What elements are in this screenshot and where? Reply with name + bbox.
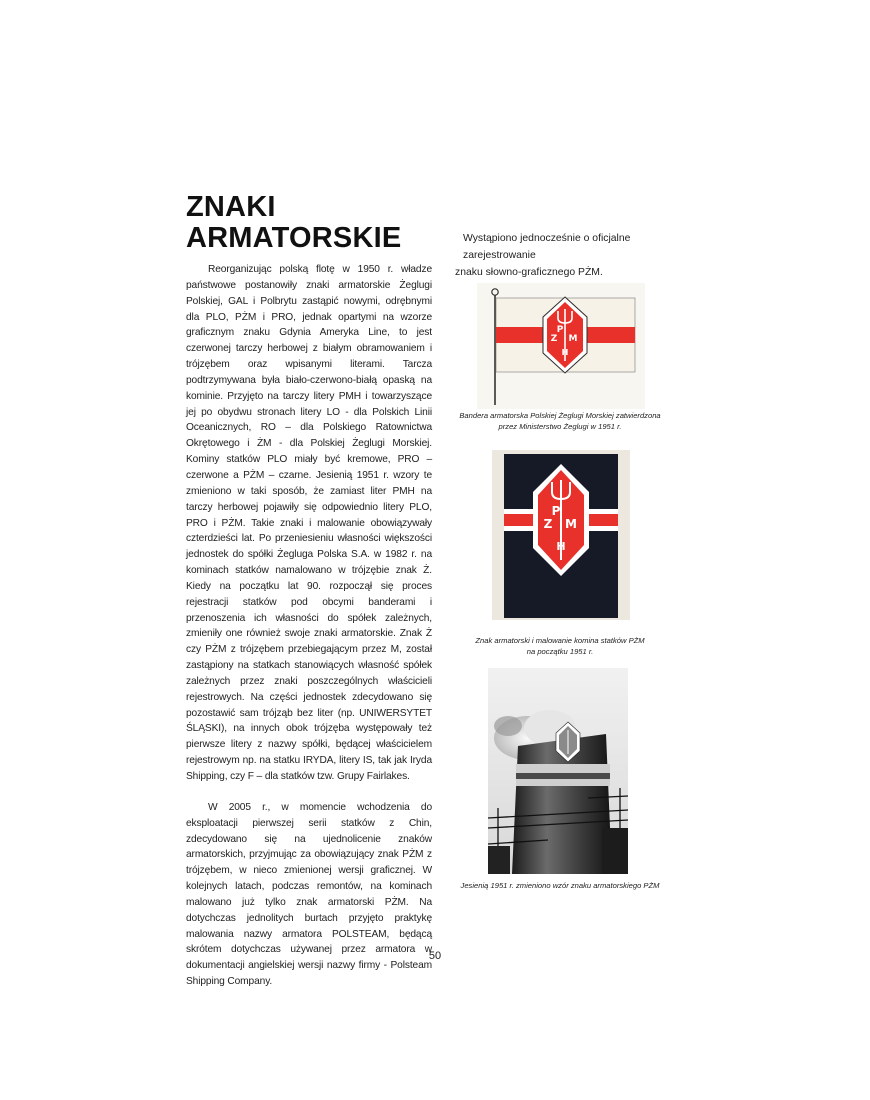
funnel-photo (488, 668, 628, 874)
funnel-emblem-letter-h: H (556, 540, 566, 553)
emblem-letter-z: Z (550, 334, 558, 344)
funnel-figure (492, 450, 630, 625)
body-text-column (186, 262, 432, 990)
page-number: 50 (428, 950, 442, 962)
page-title (186, 192, 401, 254)
emblem-letter-p: P (556, 325, 564, 335)
funnel-emblem-letter-z: Z (543, 517, 553, 531)
intro-line-2: znaku słowno-graficznego PŻM. (455, 267, 603, 278)
title-line-1: ZNAKI (186, 191, 276, 223)
flag-caption (440, 410, 680, 432)
flag-caption-line-2: przez Ministerstwo Żeglugi w 1951 r. (498, 422, 622, 431)
funnel-caption-line-2: na początku 1951 r. (526, 647, 594, 656)
intro-text (455, 230, 700, 281)
emblem-letter-h: H (561, 348, 569, 357)
flag-illustration (477, 283, 645, 409)
title-line-2: ARMATORSKIE (186, 222, 402, 254)
paragraph-2: W 2005 r., w momencie wchodzenia do eksploatacji pierwszej serii statków z Chin, zdecydowano się na ujednolicenie znaków armatorskich, przyjmując za obowiązujący znak PŻM z trójzębem, w nieco zmienionej wersji graficznej. W kolejnych latach, podczas remontów, na kominach malowano już tylko znak armatorski PŻM. Na dotychczas jednolitych burtach przyjęto praktykę malowania nazwy armatora POLSTEAM, będącą skrótem dotychczas używanej przez armatora w dokumentacji angielskiej wersji nazwy firmy - Polsteam Shipping Company. (186, 801, 432, 988)
funnel-photo-figure (488, 668, 628, 879)
funnel-caption (440, 635, 680, 657)
intro-line-1: Wystąpiono jednocześnie o oficjalne zarejestrowanie (463, 233, 631, 261)
flag-caption-line-1: Bandera armatorska Polskiej Żeglugi Morskiej zatwierdzona (459, 411, 661, 420)
funnel-emblem-letter-p: P (551, 504, 561, 518)
paragraph-1: Reorganizując polską flotę w 1950 r. władze państwowe postanowiły znaki armatorskie Żeglugi Polskiej, GAL i Polbrytu zastąpić nowymi, odrębnymi dla PLO, PŻM i PRO, jednak opartymi na wzorze graficznym znaku Gdynia Ameryka Line, to jest czerwonej tarczy herbowej z białym obramowaniem i trójzębem oraz wpisanymi literami. Tarcza podtrzymywana była biało-czerwono-białą opaską na kominie. Przyjęto na tarczy litery PMH i towarzyszące jej po obydwu stronach litery LO - dla Polskich Linii Oceanicznych, RO – dla Polskiego Ratownictwa Okrętowego i ŻM - dla Polskiej Żeglugi Morskiej. Kominy statków PLO miały być kremowe, PRO – czerwone a PŻM – czarne. Jesienią 1951 r. wzory te zmieniono w taki sposób, że zamiast liter PMH na tarczy herbowej pojawiły się odpowiednio litery PLO, PRO i PŻM. Takie znaki i malowanie obowiązywały czterdzieści lat. Po przeniesieniu własności większości jednostek do spółki Żegluga Polska S.A. w 1982 r. na kominach statków namalowano w trójzębie znak Ż. Kiedy na początku lat 90. rozpoczął się proces rejestracji statków pod obcymi banderami i przenoszenia ich własności do spółek zależnych, zmieniły one również swoje znaki armatorskie. Znak Ż czy PŻM z trójzębem przebiegającym przez M, został zastąpiony na statkach stanowiących własność spółek zależnych przez znaki poszczególnych właścicieli rejestrowych. Na części jednostek zdecydowano się pozostawić sam trójząb bez liter (np. UNIWERSYTET ŚLĄSKI), na innych obok trójzęba występowały też pierwsze litery z nazwy spółki, będącej właścicielem rejestrowym np. na statku IRYDA, litery IS, tak jak Iryda Shipping, czy F – dla statków tzw. Grupy Fairlakes. (186, 264, 432, 782)
photo-caption-line-1: Jesienią 1951 r. zmieniono wzór znaku armatorskiego PŻM (460, 881, 660, 890)
funnel-illustration (492, 450, 630, 620)
funnel-emblem-letter-m: M (565, 517, 577, 531)
funnel-caption-line-1: Znak armatorski i malowanie komina statków PŻM (475, 636, 645, 645)
emblem-letter-m: M (568, 334, 578, 344)
photo-caption (440, 880, 680, 891)
flag-figure (477, 283, 645, 414)
